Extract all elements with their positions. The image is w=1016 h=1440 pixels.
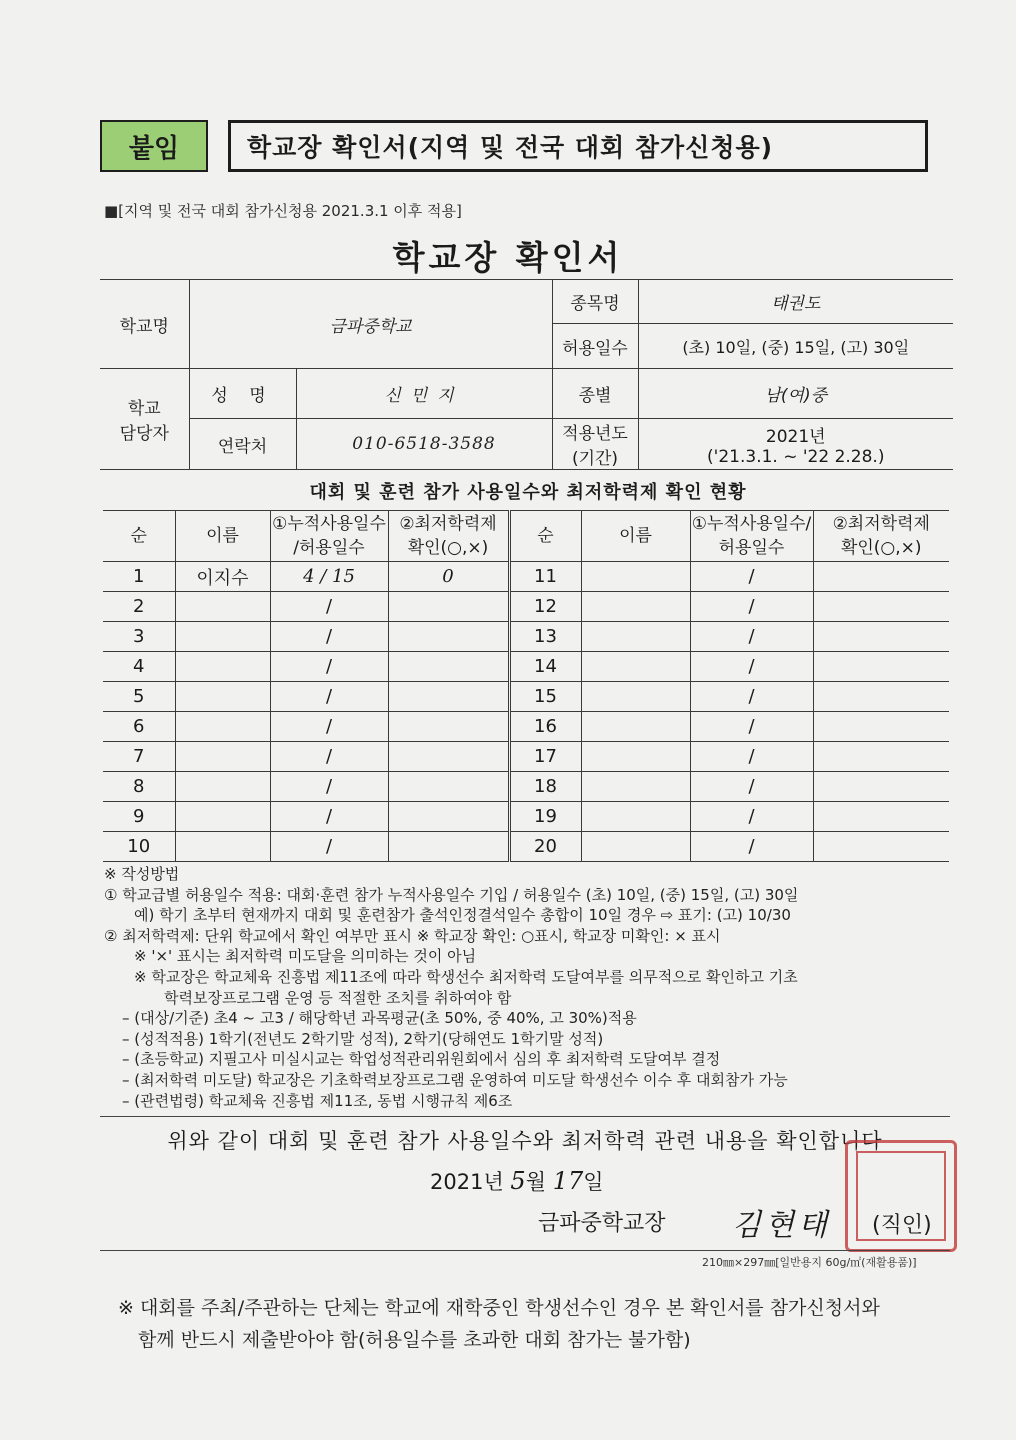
row-days-left: / bbox=[270, 622, 388, 652]
year-label bbox=[552, 419, 638, 470]
row-acad-left bbox=[388, 742, 509, 772]
row-days-left: / bbox=[270, 802, 388, 832]
row-name-right bbox=[581, 652, 690, 682]
row-days-left: / bbox=[270, 682, 388, 712]
row-name-left bbox=[175, 742, 270, 772]
sport-label: 종목명 bbox=[552, 280, 638, 324]
year-label-line1: 적용년도 bbox=[562, 424, 628, 444]
row-acad-left bbox=[388, 802, 509, 832]
row-acad-left bbox=[388, 772, 509, 802]
school-name-value: 금파중학교 bbox=[189, 280, 552, 369]
manager-label-line1: 학교 bbox=[127, 399, 161, 419]
header-name-left: 이름 bbox=[175, 511, 270, 562]
row-acad-right bbox=[813, 562, 949, 592]
row-num-right: 16 bbox=[509, 712, 581, 742]
gender-label: 종별 bbox=[552, 369, 638, 419]
row-num-left: 5 bbox=[103, 682, 175, 712]
row-days-left: / bbox=[270, 592, 388, 622]
table-row bbox=[103, 742, 949, 772]
row-name-left: 이지수 bbox=[175, 562, 270, 592]
row-name-left bbox=[175, 682, 270, 712]
header-name-right: 이름 bbox=[581, 511, 690, 562]
table-row bbox=[103, 622, 949, 652]
year-value bbox=[638, 419, 953, 470]
row-num-left: 7 bbox=[103, 742, 175, 772]
row-num-left: 8 bbox=[103, 772, 175, 802]
table-row bbox=[103, 682, 949, 712]
row-acad-left bbox=[388, 622, 509, 652]
row-acad-left bbox=[388, 682, 509, 712]
row-name-left bbox=[175, 652, 270, 682]
row-name-right bbox=[581, 802, 690, 832]
row-name-right bbox=[581, 712, 690, 742]
row-acad-right bbox=[813, 772, 949, 802]
row-days-left: / bbox=[270, 652, 388, 682]
row-num-left: 1 bbox=[103, 562, 175, 592]
year-label-line2: (기간) bbox=[571, 449, 619, 469]
row-num-left: 2 bbox=[103, 592, 175, 622]
row-name-right bbox=[581, 742, 690, 772]
footer-line-1: ※ 대회를 주최/주관하는 단체는 학교에 재학중인 학생선수인 경우 본 확인서를 참가신청서와 bbox=[118, 1297, 880, 1319]
manager-label bbox=[100, 369, 189, 470]
row-acad-right bbox=[813, 652, 949, 682]
row-days-right: / bbox=[690, 712, 813, 742]
row-name-left bbox=[175, 712, 270, 742]
row-num-right: 20 bbox=[509, 832, 581, 862]
date-day-value: 17 bbox=[552, 1167, 584, 1195]
row-acad-left: 0 bbox=[388, 562, 509, 592]
footer-note bbox=[118, 1292, 958, 1356]
name-label: 성 명 bbox=[189, 369, 296, 419]
header-days-left-line1: ①누적사용일수 bbox=[272, 514, 386, 534]
contact-value: 010-6518-3588 bbox=[296, 419, 552, 470]
row-name-left bbox=[175, 772, 270, 802]
header-days-right bbox=[690, 511, 813, 562]
header-acad-right bbox=[813, 511, 949, 562]
row-num-left: 4 bbox=[103, 652, 175, 682]
participation-table bbox=[103, 510, 949, 862]
school-name-label: 학교명 bbox=[100, 280, 189, 369]
row-days-right: / bbox=[690, 832, 813, 862]
header-days-right-line2: 허용일수 bbox=[718, 538, 785, 558]
table-row bbox=[103, 772, 949, 802]
table-row bbox=[103, 592, 949, 622]
row-name-right bbox=[581, 622, 690, 652]
row-acad-right bbox=[813, 682, 949, 712]
contact-label: 연락처 bbox=[189, 419, 296, 470]
row-acad-left bbox=[388, 712, 509, 742]
table-row bbox=[103, 832, 949, 862]
confirmation-statement: 위와 같이 대회 및 훈련 참가 사용일수와 최저학력 관련 내용을 확인합니다 bbox=[167, 1129, 883, 1153]
header-acad-left-line2: 확인(○,×) bbox=[407, 538, 489, 558]
paper-size-note: 210㎜×297㎜[일반용지 60g/㎡(재활용품)] bbox=[702, 1256, 917, 1269]
note-line-2: 예) 학기 초부터 현재까지 대회 및 훈련참가 출석인정결석일수 총합이 10일 경우 ⇨ 표기: (고) 10/30 bbox=[134, 906, 791, 925]
row-name-right bbox=[581, 562, 690, 592]
row-days-right: / bbox=[690, 562, 813, 592]
row-num-right: 15 bbox=[509, 682, 581, 712]
note-line-5: ※ 학교장은 학교체육 진흥법 제11조에 따라 학생선수 최저학력 도달여부를 의무적으로 확인하고 기초 bbox=[134, 967, 798, 986]
document-title: 학교장 확인서 bbox=[392, 238, 624, 277]
principal-name: 김현태 bbox=[732, 1208, 831, 1243]
note-line-1: ① 학교급별 허용일수 적용: 대회·훈련 참가 누적사용일수 기입 / 허용일수 (초) 10일, (중) 15일, (고) 30일 bbox=[104, 885, 799, 904]
note-line-4: ※ '×' 표시는 최저학력 미도달을 의미하는 것이 아님 bbox=[134, 947, 477, 966]
divider-top bbox=[100, 1116, 950, 1117]
footer-line-2: 함께 반드시 제출받아야 함(허용일수를 초과한 대회 참가는 불가함) bbox=[138, 1329, 691, 1351]
name-value: 신민지 bbox=[296, 369, 552, 419]
year-value-line1: 2021년 bbox=[765, 426, 826, 447]
row-acad-left bbox=[388, 832, 509, 862]
row-days-right: / bbox=[690, 802, 813, 832]
row-acad-left bbox=[388, 652, 509, 682]
row-name-left bbox=[175, 592, 270, 622]
header-title: 학교장 확인서(지역 및 전국 대회 참가신청용) bbox=[228, 120, 928, 172]
note-line-7: – (대상/기준) 초4 ~ 고3 / 해당학년 과목평균(초 50%, 중 40%, 고 30%)적용 bbox=[122, 1009, 637, 1028]
row-num-left: 10 bbox=[103, 832, 175, 862]
row-days-left: / bbox=[270, 772, 388, 802]
row-acad-right bbox=[813, 592, 949, 622]
date-day-unit: 일 bbox=[583, 1170, 604, 1194]
note-line-6: 학력보장프로그램 운영 등 적절한 조치를 취하여야 함 bbox=[164, 988, 512, 1007]
row-name-right bbox=[581, 682, 690, 712]
row-name-left bbox=[175, 832, 270, 862]
row-num-right: 17 bbox=[509, 742, 581, 772]
section-title: 대회 및 훈련 참가 사용일수와 최저학력제 확인 현황 bbox=[309, 482, 747, 503]
row-num-right: 14 bbox=[509, 652, 581, 682]
header-num-left: 순 bbox=[103, 511, 175, 562]
row-days-left: 4 / 15 bbox=[270, 562, 388, 592]
row-days-left: / bbox=[270, 712, 388, 742]
row-acad-right bbox=[813, 622, 949, 652]
header-acad-left bbox=[388, 511, 509, 562]
header-acad-right-line2: 확인(○,×) bbox=[840, 538, 922, 558]
header-days-left-line2: /허용일수 bbox=[293, 538, 365, 558]
sport-value: 태권도 bbox=[638, 280, 953, 324]
row-name-left bbox=[175, 802, 270, 832]
table-row bbox=[103, 652, 949, 682]
manager-label-line2: 담당자 bbox=[119, 424, 169, 444]
row-num-left: 6 bbox=[103, 712, 175, 742]
row-acad-right bbox=[813, 712, 949, 742]
header-days-right-line1: ①누적사용일수/ bbox=[691, 514, 812, 534]
header-num-right: 순 bbox=[509, 511, 581, 562]
subnote: ■[지역 및 전국 대회 참가신청용 2021.3.1 이후 적용] bbox=[104, 202, 462, 220]
row-acad-left bbox=[388, 592, 509, 622]
note-line-3: ② 최저학력제: 단위 학교에서 확인 여부만 표시 ※ 학교장 확인: ○표시, 학교장 미확인: × 표시 bbox=[104, 926, 721, 945]
row-num-right: 12 bbox=[509, 592, 581, 622]
row-num-right: 13 bbox=[509, 622, 581, 652]
allowed-days-label: 허용일수 bbox=[552, 324, 638, 369]
row-name-left bbox=[175, 622, 270, 652]
row-days-right: / bbox=[690, 742, 813, 772]
date-year: 2021년 bbox=[430, 1170, 504, 1194]
table-row bbox=[103, 802, 949, 832]
row-acad-right bbox=[813, 742, 949, 772]
note-line-8: – (성적적용) 1학기(전년도 2학기말 성적), 2학기(당해연도 1학기말 성적) bbox=[122, 1029, 604, 1048]
date-month-value: 5 bbox=[510, 1167, 526, 1195]
allowed-days-value: (초) 10일, (중) 15일, (고) 30일 bbox=[638, 324, 953, 369]
gender-value: 남(여)중 bbox=[638, 369, 953, 419]
row-days-right: / bbox=[690, 592, 813, 622]
seal-text: (직인) bbox=[872, 1213, 932, 1238]
row-name-right bbox=[581, 592, 690, 622]
row-days-left: / bbox=[270, 832, 388, 862]
row-num-left: 3 bbox=[103, 622, 175, 652]
row-days-right: / bbox=[690, 772, 813, 802]
school-info-table bbox=[100, 279, 953, 470]
row-days-right: / bbox=[690, 652, 813, 682]
table-row bbox=[103, 562, 949, 592]
row-acad-right bbox=[813, 832, 949, 862]
row-num-right: 11 bbox=[509, 562, 581, 592]
header-days-left bbox=[270, 511, 388, 562]
row-name-right bbox=[581, 772, 690, 802]
notes-heading: ※ 작성방법 bbox=[104, 865, 180, 883]
note-line-9: – (초등학교) 지필고사 미실시교는 학업성적관리위원회에서 심의 후 최저학력 도달여부 결정 bbox=[122, 1050, 721, 1069]
signature-date bbox=[430, 1166, 604, 1196]
attachment-badge: 붙임 bbox=[100, 120, 208, 172]
row-days-right: / bbox=[690, 682, 813, 712]
note-line-10: – (최저학력 미도달) 학교장은 기초학력보장프로그램 운영하여 미도달 학생선수 이수 후 대회참가 가능 bbox=[122, 1070, 788, 1089]
note-line-11: – (관련법령) 학교체육 진흥법 제11조, 동법 시행규칙 제6조 bbox=[122, 1091, 513, 1110]
row-num-left: 9 bbox=[103, 802, 175, 832]
principal-label: 금파중학교장 bbox=[538, 1211, 666, 1236]
row-days-right: / bbox=[690, 622, 813, 652]
header-acad-left-line1: ②최저학력제 bbox=[399, 514, 497, 534]
table-row bbox=[103, 712, 949, 742]
row-name-right bbox=[581, 832, 690, 862]
row-acad-right bbox=[813, 802, 949, 832]
writing-instructions bbox=[104, 864, 954, 1111]
row-num-right: 18 bbox=[509, 772, 581, 802]
header-acad-right-line1: ②최저학력제 bbox=[832, 514, 930, 534]
row-days-left: / bbox=[270, 742, 388, 772]
year-value-line2: ('21.3.1. ~ '22 2.28.) bbox=[707, 446, 885, 467]
date-month-unit: 월 bbox=[525, 1170, 546, 1194]
divider-bottom bbox=[100, 1250, 950, 1251]
row-num-right: 19 bbox=[509, 802, 581, 832]
